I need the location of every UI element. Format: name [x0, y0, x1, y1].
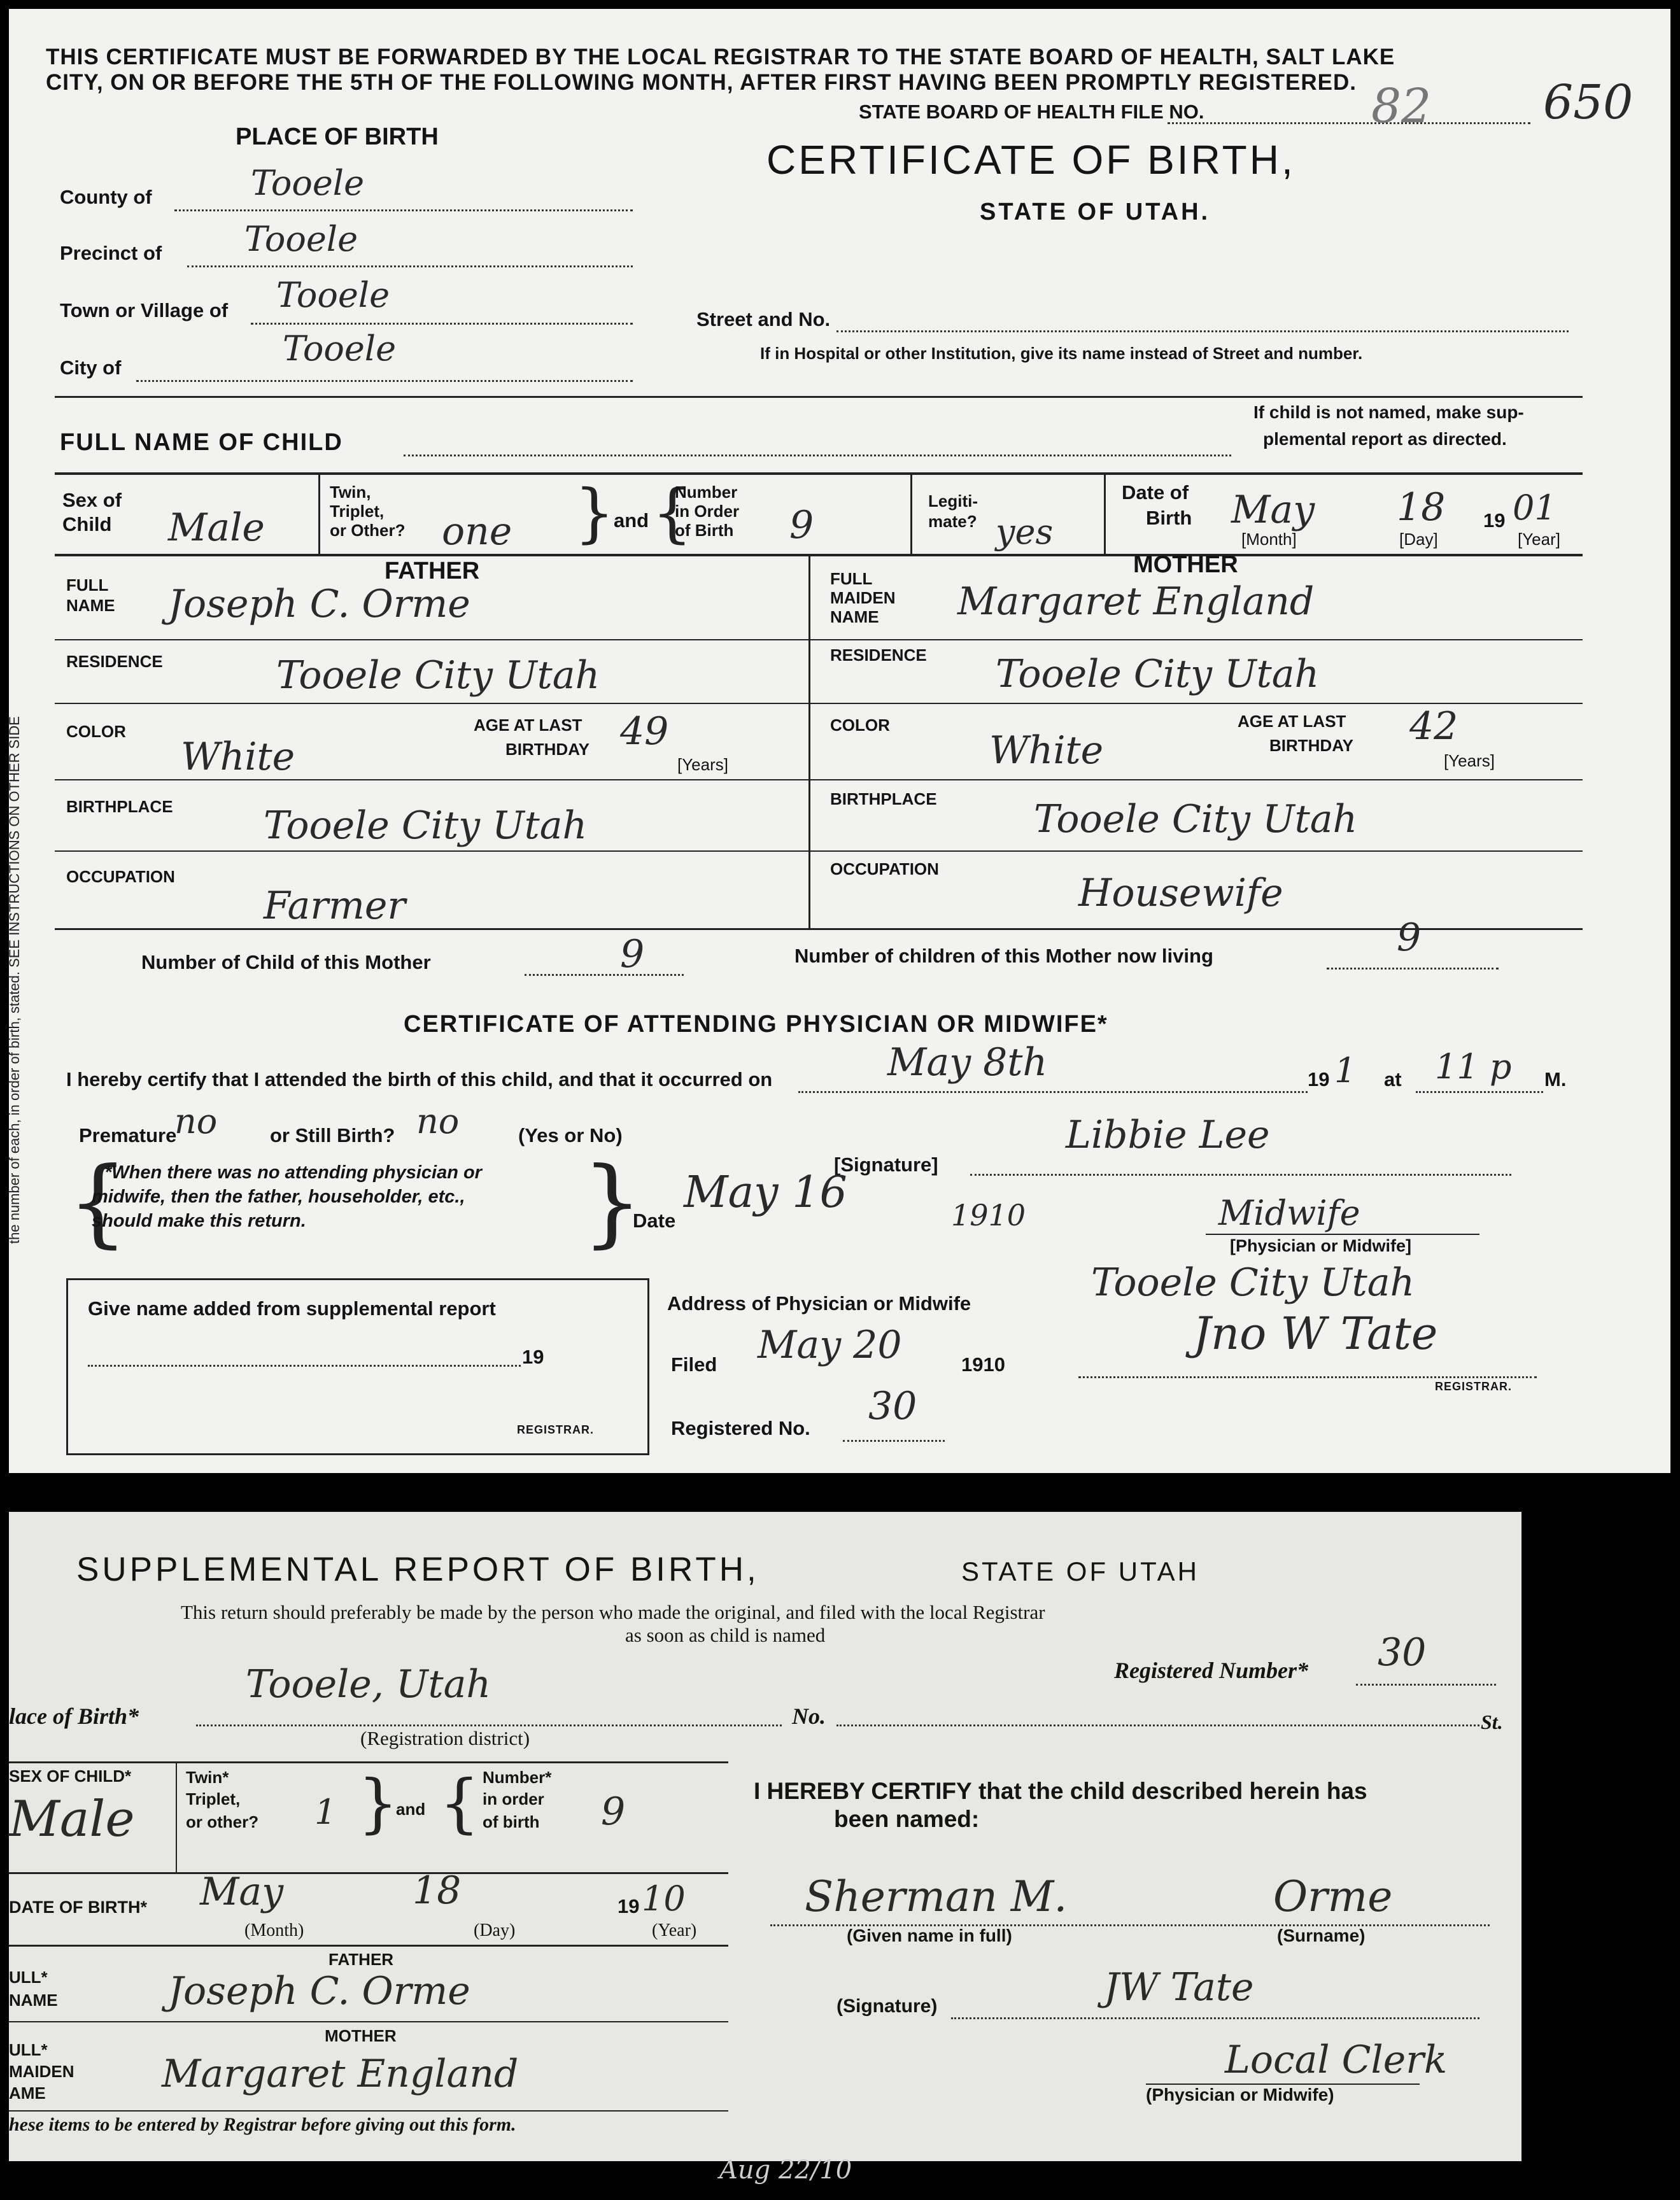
- certificate-state: STATE OF UTAH.: [980, 199, 1211, 225]
- supp-child-surname: Orme: [1273, 1872, 1393, 1921]
- physician-label: [Physician or Midwife]: [1230, 1236, 1412, 1255]
- supp-twin-2: Triplet,: [186, 1789, 241, 1809]
- supp-sex-value: Male: [9, 1791, 135, 1848]
- brace-symbol: }: [358, 1766, 399, 1840]
- street-line: [836, 330, 1569, 332]
- mother-years-label: [Years]: [1444, 751, 1495, 770]
- supp-twin-1: Twin*: [186, 1768, 229, 1787]
- place-of-birth-heading: PLACE OF BIRTH: [236, 123, 439, 150]
- supp-name2-label: AME: [9, 2084, 46, 2103]
- full-name-line: [404, 455, 1231, 456]
- brace-symbol: {: [67, 1147, 129, 1258]
- brace-symbol: {: [439, 1766, 480, 1840]
- supp-signature-line: [951, 2017, 1479, 2019]
- title-value: Midwife: [1218, 1193, 1360, 1233]
- dob-year-value: 01: [1513, 488, 1556, 528]
- divider: [55, 779, 1583, 780]
- supp-physician-label: (Physician or Midwife): [1146, 2085, 1334, 2105]
- father-residence: Tooele City Utah: [276, 653, 600, 698]
- mother-residence: Tooele City Utah: [996, 652, 1320, 696]
- supp-title: SUPPLEMENTAL REPORT OF BIRTH,: [76, 1551, 759, 1588]
- supp-twin-value: 1: [314, 1792, 337, 1832]
- brace-symbol: }: [582, 1147, 643, 1258]
- child-number-line: [525, 974, 684, 976]
- divider: [55, 850, 1583, 852]
- county-value: Tooele: [251, 163, 365, 203]
- notice-line-2: CITY, ON OR BEFORE THE 5TH OF THE FOLLOWING MONTH, AFTER FIRST HAVING BEEN PROMPTLY REGISTERED.: [46, 70, 1357, 95]
- twin-label-2: Triplet,: [330, 502, 385, 521]
- legit-value: yes: [996, 512, 1054, 552]
- birth-certificate: [6, 9, 1670, 1473]
- supp-given-label: (Given name in full): [847, 1926, 1012, 1945]
- mother-occupation-label: OCCUPATION: [830, 859, 939, 878]
- living-value: 9: [1397, 915, 1422, 960]
- stillbirth-value: no: [416, 1101, 460, 1141]
- date-label: Date: [633, 1209, 676, 1232]
- twin-value: one: [442, 509, 512, 554]
- occurred-line: [798, 1091, 1308, 1093]
- registrar-label: REGISTRAR.: [1435, 1380, 1513, 1393]
- county-line: [174, 209, 633, 211]
- supp-certify-bold: I HEREBY CERTIFY: [754, 1778, 972, 1804]
- registered-label: Registered No.: [671, 1417, 810, 1439]
- supp-dob-year-prefix: 19: [618, 1895, 640, 1917]
- supp-box-registrar: REGISTRAR.: [517, 1423, 595, 1436]
- supp-mother-heading: MOTHER: [325, 2026, 397, 2045]
- father-years-label: [Years]: [677, 755, 728, 774]
- sex-label-2: Child: [62, 513, 112, 535]
- supp-dob-day: 18: [413, 1868, 462, 1913]
- mother-maiden-label: MAIDEN: [830, 588, 896, 607]
- supp-child-given-name: Sherman M.: [805, 1872, 1068, 1921]
- and-label: and: [614, 509, 649, 532]
- supp-full2-label: ULL*: [9, 2040, 48, 2059]
- town-label: Town or Village of: [60, 299, 229, 321]
- supp-twin-3: or other?: [186, 1812, 259, 1831]
- certificate-title: CERTIFICATE OF BIRTH,: [766, 137, 1295, 183]
- address-value: Tooele City Utah: [1091, 1260, 1415, 1305]
- father-residence-label: RESIDENCE: [66, 652, 163, 671]
- corner-number: 650: [1543, 75, 1634, 130]
- divider: [9, 1945, 728, 1947]
- supp-reg-district-label: (Registration district): [360, 1727, 530, 1749]
- mother-occupation: Housewife: [1078, 871, 1283, 915]
- date-value: May 16: [684, 1167, 847, 1218]
- unnamed-note-2: plemental report as directed.: [1263, 429, 1507, 449]
- city-line: [136, 380, 633, 382]
- supp-subtitle-1: This return should preferably be made by the person who made the original, and filed with the local Registrar: [181, 1601, 1045, 1623]
- signature-value: Libbie Lee: [1066, 1113, 1270, 1157]
- mother-color-label: COLOR: [830, 716, 890, 735]
- supp-month-label: (Month): [244, 1921, 304, 1940]
- supp-order-2: in order: [483, 1789, 544, 1809]
- file-no-value: 82: [1371, 79, 1432, 134]
- dob-label-1: Date of: [1122, 481, 1189, 504]
- legit-label-2: mate?: [928, 512, 977, 531]
- precinct-value: Tooele: [244, 219, 358, 259]
- certify-text: I hereby certify that I attended the birth of this child, and that it occurred on: [66, 1068, 773, 1090]
- order-label-3: of Birth: [675, 521, 734, 540]
- supp-dob-year-value: 10: [642, 1879, 686, 1919]
- dob-month: May: [1231, 488, 1315, 532]
- registrar-signature: Jno W Tate: [1193, 1308, 1438, 1360]
- father-occupation: Farmer: [264, 884, 406, 928]
- supp-signature-value: JW Tate: [1104, 1965, 1254, 2010]
- divider: [910, 475, 912, 554]
- supp-order-value: 9: [601, 1789, 626, 1834]
- signature-label: [Signature]: [834, 1153, 938, 1176]
- supp-registered-label: Registered Number*: [1114, 1658, 1308, 1683]
- living-label: Number of children of this Mother now living: [794, 945, 1213, 967]
- supplemental-report: [9, 1512, 1521, 2161]
- precinct-label: Precinct of: [60, 242, 162, 264]
- supp-full-label: ULL*: [9, 1968, 48, 1987]
- supp-order-1: Number*: [483, 1768, 552, 1787]
- mother-age-label-2: BIRTHDAY: [1269, 736, 1353, 755]
- registered-line: [843, 1440, 945, 1442]
- twin-label-1: Twin,: [330, 483, 371, 502]
- supp-place-line: [196, 1724, 782, 1726]
- divider: [55, 928, 1583, 930]
- yes-no-label: (Yes or No): [518, 1124, 623, 1146]
- dob-year-prefix: 19: [1483, 509, 1506, 532]
- side-margin-text: the number of each, in order of birth, stated. SEE INSTRUCTIONS ON OTHER SIDE: [6, 716, 22, 1244]
- supp-registered-line: [1356, 1684, 1496, 1686]
- father-full-label: FULL: [66, 575, 109, 595]
- supp-sex-label: SEX OF CHILD*: [9, 1766, 132, 1786]
- supp-year-label: (Year): [652, 1921, 697, 1940]
- occurred-date: May 8th: [887, 1040, 1048, 1085]
- mother-name-label: NAME: [830, 607, 879, 626]
- occurred-year-value: 1: [1334, 1050, 1357, 1090]
- physician-heading: CERTIFICATE OF ATTENDING PHYSICIAN OR MIDWIFE*: [404, 1011, 1108, 1038]
- dob-label-2: Birth: [1146, 507, 1192, 529]
- father-age-label-2: BIRTHDAY: [505, 740, 589, 759]
- supp-certify-rest: that the child described herein has: [978, 1778, 1367, 1804]
- father-occupation-label: OCCUPATION: [66, 867, 175, 886]
- signature-line: [970, 1174, 1511, 1176]
- divider: [808, 556, 810, 928]
- divider: [1206, 1234, 1479, 1235]
- supp-certify-line-2: been named:: [834, 1806, 980, 1832]
- city-label: City of: [60, 356, 122, 379]
- twin-label-3: or Other?: [330, 521, 406, 540]
- brace-symbol: }: [574, 476, 615, 550]
- bottom-note: Aug 22/10: [719, 2155, 852, 2185]
- m-label: M.: [1544, 1068, 1567, 1090]
- supp-title-value: Local Clerk: [1225, 2038, 1448, 2082]
- divider: [55, 472, 1583, 475]
- file-no-label: STATE BOARD OF HEALTH FILE NO.: [859, 101, 1204, 123]
- supp-surname-label: (Surname): [1277, 1926, 1366, 1945]
- year-label: [Year]: [1518, 530, 1560, 549]
- registered-value: 30: [868, 1384, 917, 1428]
- supp-maiden-label: MAIDEN: [9, 2062, 74, 2081]
- mother-full-label: FULL: [830, 569, 873, 588]
- precinct-line: [187, 265, 633, 267]
- supp-father-heading: FATHER: [328, 1950, 394, 1969]
- mother-age: 42: [1409, 704, 1458, 749]
- time-line: [1416, 1091, 1543, 1093]
- unnamed-note-1: If child is not named, make sup-: [1253, 402, 1524, 422]
- legit-label-1: Legiti-: [928, 491, 978, 511]
- file-no-line: [1168, 122, 1530, 124]
- father-birthplace-label: BIRTHPLACE: [66, 797, 173, 816]
- street-label: Street and No.: [696, 308, 831, 330]
- mother-residence-label: RESIDENCE: [830, 645, 927, 665]
- filed-label: Filed: [671, 1353, 717, 1376]
- divider: [318, 475, 320, 554]
- father-name: Joseph C. Orme: [168, 582, 470, 626]
- supp-box-year: 19: [522, 1346, 544, 1368]
- supp-st-label: St.: [1481, 1710, 1503, 1733]
- city-value: Tooele: [283, 328, 397, 369]
- divider: [55, 639, 1583, 640]
- supp-day-label: (Day): [474, 1921, 516, 1940]
- sex-value: Male: [168, 505, 265, 550]
- divider: [176, 1761, 177, 1873]
- dob-day: 18: [1397, 485, 1446, 530]
- supp-father-name: Joseph C. Orme: [168, 1969, 470, 2013]
- supp-mother-name: Margaret England: [162, 2052, 519, 2096]
- occurred-year-prefix: 19: [1308, 1068, 1330, 1090]
- town-value: Tooele: [276, 275, 390, 315]
- father-color-label: COLOR: [66, 722, 126, 741]
- supp-place-value: Tooele, Utah: [246, 1662, 491, 1707]
- sex-label-1: Sex of: [62, 489, 122, 511]
- mother-birthplace: Tooele City Utah: [1034, 797, 1358, 842]
- divider: [55, 396, 1583, 398]
- filed-year: 1910: [961, 1353, 1005, 1376]
- full-name-label: FULL NAME OF CHILD: [60, 429, 343, 456]
- premature-value: no: [174, 1101, 218, 1141]
- divider: [55, 554, 1583, 556]
- footnote-3: should make this return.: [92, 1211, 306, 1231]
- premature-label: Premature: [79, 1124, 177, 1146]
- address-label: Address of Physician or Midwife: [667, 1292, 971, 1315]
- father-age: 49: [620, 709, 669, 754]
- divider: [55, 703, 1583, 704]
- order-value: 9: [789, 503, 814, 547]
- order-label-2: in Order: [675, 502, 740, 521]
- divider: [1104, 475, 1106, 554]
- supp-footer: hese items to be entered by Registrar before giving out this form.: [9, 2114, 516, 2135]
- day-label: [Day]: [1399, 530, 1438, 549]
- father-birthplace: Tooele City Utah: [264, 803, 588, 848]
- supp-place-label: lace of Birth*: [9, 1703, 139, 1729]
- supp-order-3: of birth: [483, 1812, 540, 1831]
- date-year: 1910: [951, 1198, 1026, 1232]
- supp-certify-line-1: [754, 1778, 1367, 1805]
- father-heading: FATHER: [385, 558, 480, 584]
- mother-name: Margaret England: [957, 579, 1315, 624]
- supp-no-line: [836, 1724, 1479, 1726]
- father-name-label: NAME: [66, 596, 115, 615]
- mother-color: White: [989, 728, 1104, 773]
- mother-age-label-1: AGE AT LAST: [1238, 712, 1346, 731]
- divider: [9, 1761, 728, 1763]
- supp-subtitle-2: as soon as child is named: [625, 1624, 826, 1646]
- father-color: White: [181, 735, 295, 779]
- footnote-1: *When there was no attending physician or: [104, 1162, 482, 1183]
- month-label: [Month]: [1241, 530, 1297, 549]
- supp-dob-month: May: [200, 1870, 284, 1914]
- supp-no-label: No.: [792, 1703, 826, 1729]
- at-label: at: [1384, 1068, 1402, 1090]
- footnote-2: midwife, then the father, householder, etc.,: [92, 1187, 465, 1207]
- divider: [9, 2021, 728, 2022]
- notice-line-1: THIS CERTIFICATE MUST BE FORWARDED BY THE LOCAL REGISTRAR TO THE STATE BOARD OF HEALTH, SALT LAKE: [46, 45, 1395, 69]
- supp-name-label: NAME: [9, 1991, 58, 2010]
- child-number-label: Number of Child of this Mother: [141, 951, 431, 973]
- mother-heading: MOTHER: [1133, 551, 1238, 578]
- supp-box-line: [88, 1365, 521, 1367]
- supp-and-label: and: [396, 1800, 426, 1819]
- mother-birthplace-label: BIRTHPLACE: [830, 789, 937, 808]
- child-number-value: 9: [620, 932, 645, 977]
- living-line: [1327, 968, 1499, 970]
- supp-registered-value: 30: [1378, 1630, 1427, 1675]
- divider: [9, 2110, 728, 2112]
- occurred-time: 11 p: [1435, 1047, 1512, 1087]
- county-label: County of: [60, 186, 152, 208]
- supp-dob-label: DATE OF BIRTH*: [9, 1898, 147, 1917]
- supp-title-state: STATE OF UTAH: [961, 1556, 1199, 1586]
- divider: [9, 1872, 728, 1874]
- supp-box-label: Give name added from supplemental report: [88, 1297, 496, 1320]
- filed-value: May 20: [758, 1323, 902, 1367]
- brace-symbol: {: [652, 476, 693, 550]
- order-label-1: Number: [675, 483, 738, 502]
- town-line: [251, 323, 633, 325]
- registrar-line: [1078, 1376, 1537, 1378]
- street-note: If in Hospital or other Institution, give its name instead of Street and number.: [760, 344, 1363, 363]
- father-age-label-1: AGE AT LAST: [474, 716, 582, 735]
- supp-signature-label: (Signature): [836, 1996, 938, 2017]
- stillbirth-label: or Still Birth?: [270, 1124, 395, 1146]
